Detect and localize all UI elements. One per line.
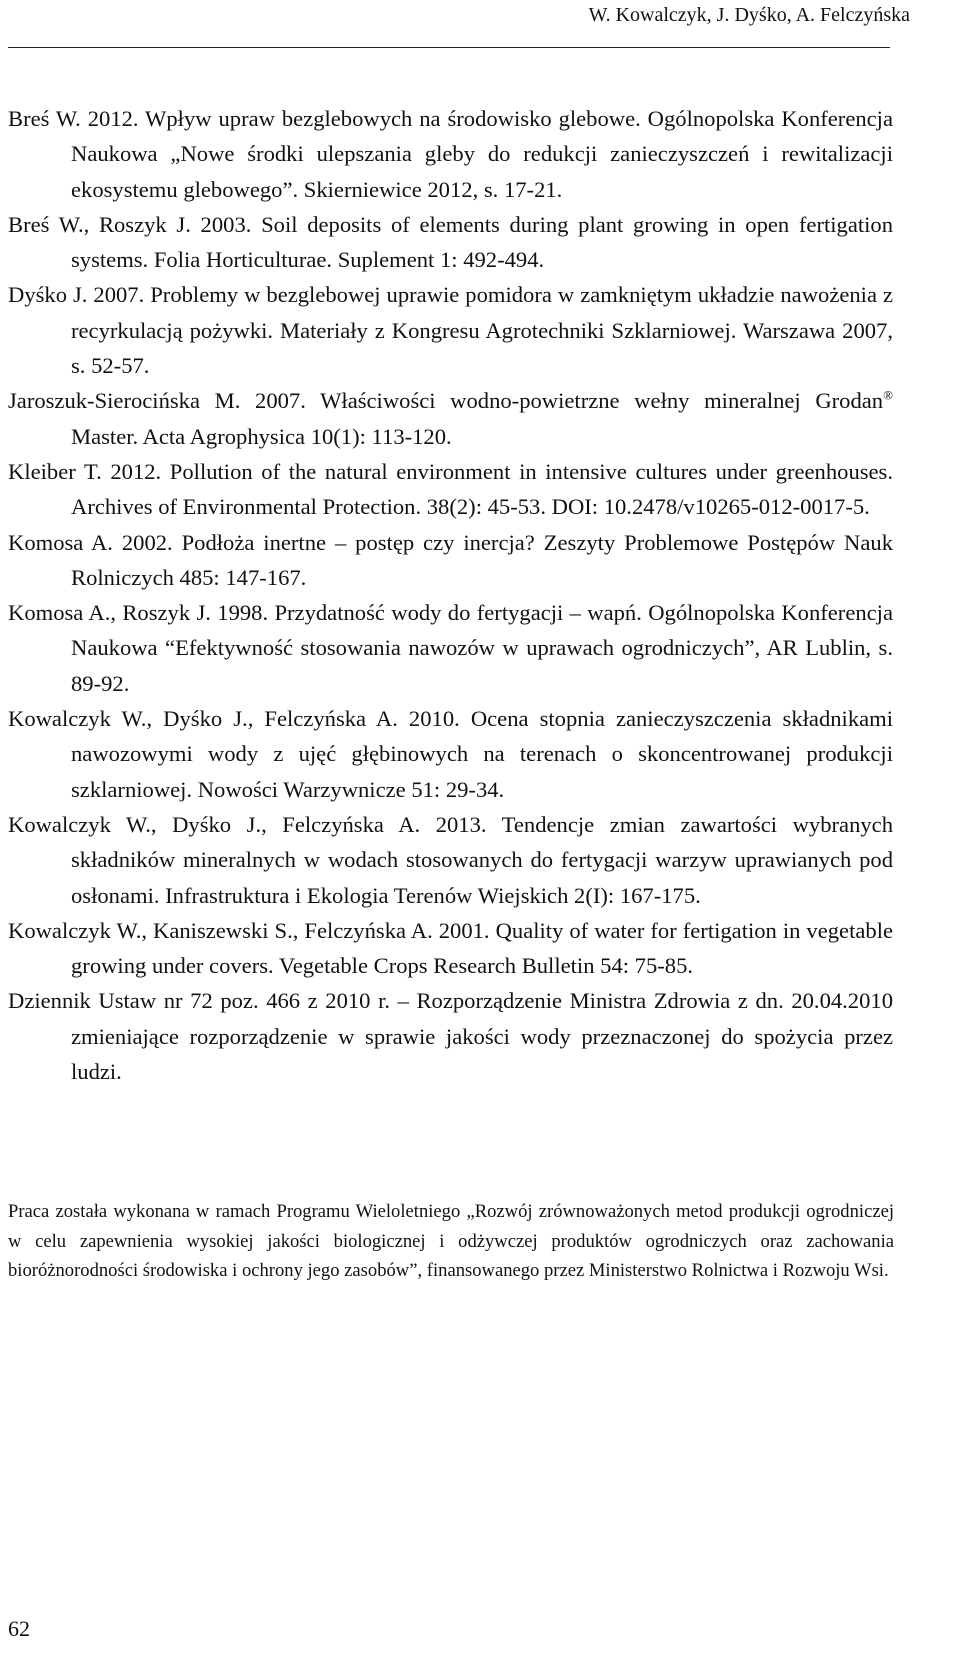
reference-bres-2012: Breś W. 2012. Wpływ upraw bezglebowych na środowisko glebowe. Ogólnopolska Konferencja Naukowa „Nowe środki ulepszania gleby do redukcji zanieczyszczeń i rewitalizacji ekosystemu glebowego”. Skierniewice 2012, s. 17-21. xyxy=(8,106,893,202)
funding-acknowledgement: Praca została wykonana w ramach Programu Wieloletniego „Rozwój zrównoważonych metod produkcji ogrodniczej w celu zapewnienia wysokiej jakości biologicznej i odżywczej produktów ogrodniczych oraz zachowania bioróżnorodności środowiska i ochrony jego zasobów”, finansowanego przez Ministerstwo Rolnictwa i Rozwoju Wsi. xyxy=(8,1201,894,1281)
page-number: 62 xyxy=(8,1616,30,1641)
reference-jaroszuk-sierocinska-2007 xyxy=(8,383,893,454)
registered-trademark-mark: ® xyxy=(883,387,893,403)
reference-kowalczyk-2010: Kowalczyk W., Dyśko J., Felczyńska A. 2010. Ocena stopnia zanieczyszczenia składnikami nawozowymi wody z ujęć głębinowych na terenach o skoncentrowanej produkcji szklarniowej. Nowości Warzywnicze 51: 29-34. xyxy=(8,706,893,802)
reference-kowalczyk-2001: Kowalczyk W., Kaniszewski S., Felczyńska A. 2001. Quality of water for fertigation in vegetable growing under covers. Vegetable Crops Research Bulletin 54: 75-85. xyxy=(8,917,893,979)
reference-dysko-2007: Dyśko J. 2007. Problemy w bezglebowej uprawie pomidora w zamkniętym układzie nawożenia z recyrkulacją pożywki. Materiały z Kongresu Agrotechniki Szklarniowej. Warszawa 2007, s. 52-57. xyxy=(8,282,893,379)
reference-kowalczyk-2013: Kowalczyk W., Dyśko J., Felczyńska A. 2013. Tendencje zmian zawartości wybranych składników mineralnych w wodach stosowanych do fertygacji warzyw uprawianych pod osłonami. Infrastruktura i Ekologia Terenów Wiejskich 2(I): 167-175. xyxy=(8,811,893,908)
running-header: W. Kowalczyk, J. Dyśko, A. Felczyńska xyxy=(588,4,910,26)
reference-bres-roszyk-2003: Breś W., Roszyk J. 2003. Soil deposits of elements during plant growing in open fertigation systems. Folia Horticulturae. Suplement 1: 492-494. xyxy=(8,211,893,273)
reference-kleiber-2012: Kleiber T. 2012. Pollution of the natural environment in intensive cultures under greenhouses. Archives of Environmental Protection. 38(2): 45-53. DOI: 10.2478/v10265-012-0017-5. xyxy=(8,458,893,520)
header-divider xyxy=(8,47,890,48)
reference-text-part: Master. Acta Agrophysica 10(1): 113-120. xyxy=(71,423,452,449)
reference-text-part: Jaroszuk-Sierocińska M. 2007. Właściwości wodno-powietrzne wełny mineralnej Grodan xyxy=(8,388,884,414)
reference-list xyxy=(8,101,893,1089)
reference-komosa-2002: Komosa A. 2002. Podłoża inertne – postęp czy inercja? Zeszyty Problemowe Postępów Nauk Rolniczych 485: 147-167. xyxy=(8,529,893,590)
reference-dziennik-ustaw-2010: Dziennik Ustaw nr 72 poz. 466 z 2010 r. – Rozporządzenie Ministra Zdrowia z dn. 20.04.2010 zmieniające rozporządzenie w sprawie jakości wody przeznaczonej do spożycia przez ludzi. xyxy=(8,988,893,1085)
reference-komosa-roszyk-1998: Komosa A., Roszyk J. 1998. Przydatność wody do fertygacji – wapń. Ogólnopolska Konferencja Naukowa “Efektywność stosowania nawozów w uprawach ogrodniczych”, AR Lublin, s. 89-92. xyxy=(8,600,893,696)
